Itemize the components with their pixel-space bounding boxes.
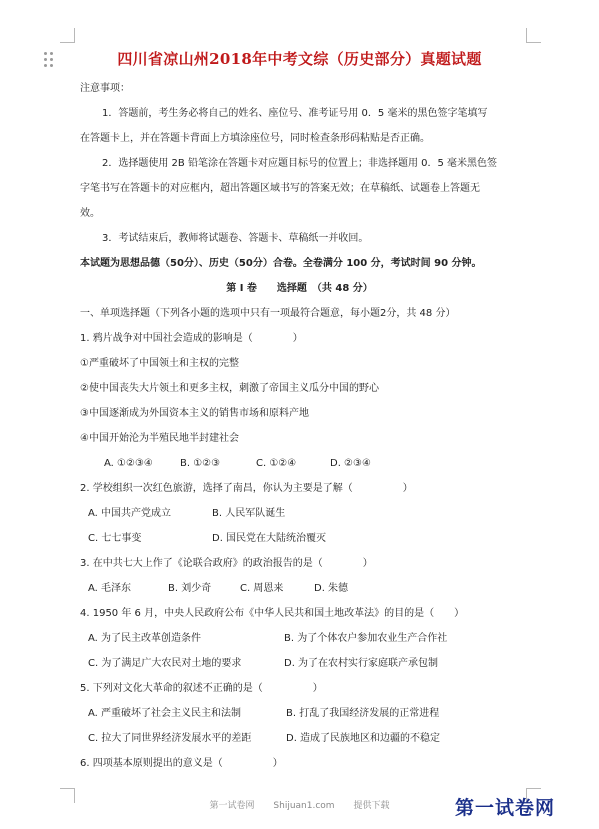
footer-site-name: 第一试卷网 (209, 801, 255, 811)
answer-option: B. 为了个体农户参加农业生产合作社 (284, 633, 448, 644)
answer-option: D. 国民党在大陆统治覆灭 (212, 533, 327, 544)
answer-option: A. 中国共产党成立 (88, 508, 172, 519)
footer-note: 提供下载 (353, 801, 390, 811)
section-heading: 第 I 卷 选择题 （共 48 分） (226, 283, 373, 294)
brand-watermark: 第一试卷网 (455, 797, 556, 819)
notice-line: 2．选择题使用 2B 铅笔涂在答题卡对应题目标号的位置上；非选择题用 0．5 毫米黑色签 (102, 158, 498, 169)
answer-option: C. 为了满足广大农民对土地的要求 (88, 658, 242, 669)
answer-option: A. 毛泽东 (88, 583, 132, 594)
question-stem: 6. 四项基本原则提出的意义是（ ） (80, 758, 283, 769)
answer-option: B. 打乱了我国经济发展的正常进程 (286, 708, 440, 719)
answer-option: A. 严重破坏了社会主义民主和法制 (88, 708, 242, 719)
answer-option: A. 为了民主改革创造条件 (88, 633, 202, 644)
question-stem: 1. 鸦片战争对中国社会造成的影响是（ ） (80, 333, 303, 344)
answer-option: C. 周恩来 (240, 583, 284, 594)
answer-option: D. 为了在农村实行家庭联产承包制 (284, 658, 439, 669)
question-statement: ②使中国丧失大片领土和更多主权，刺激了帝国主义瓜分中国的野心 (80, 383, 379, 394)
answer-option: C. 拉大了同世界经济发展水平的差距 (88, 733, 252, 744)
footer-site-url: Shijuan1.com (273, 801, 335, 811)
answer-option: B. 刘少奇 (168, 583, 212, 594)
answer-option: D. 造成了民族地区和边疆的不稳定 (286, 733, 441, 744)
question-stem: 3. 在中共七大上作了《论联合政府》的政治报告的是（ ） (80, 558, 373, 569)
answer-option: B. ①②③ (180, 458, 221, 469)
notice-heading: 注意事项： (80, 83, 130, 94)
question-stem: 4. 1950 年 6 月，中央人民政府公布《中华人民共和国土地改革法》的目的是（ ） (80, 608, 465, 619)
page-corner-mark (60, 28, 75, 43)
question-stem: 2. 学校组织一次红色旅游，选择了南昌，你认为主要是了解（ ） (80, 483, 413, 494)
answer-option: B. 人民军队诞生 (212, 508, 286, 519)
answer-option: D. 朱德 (314, 583, 349, 594)
page-corner-mark (526, 28, 541, 43)
page-title: 四川省凉山州2018年中考文综（历史部分）真题试题 (117, 50, 482, 68)
notice-line: 1．答题前，考生务必将自己的姓名、座位号、准考证号用 0．5 毫米的黑色签字笔填写 (102, 108, 488, 119)
notice-line: 3．考试结束后，教师将试题卷、答题卡、草稿纸一并收回。 (102, 233, 369, 244)
answer-option: A. ①②③④ (104, 458, 153, 469)
question-stem: 5. 下列对文化大革命的叙述不正确的是（ ） (80, 683, 323, 694)
question-statement: ①严重破坏了中国领土和主权的完整 (80, 358, 239, 369)
notice-line: 效。 (80, 208, 100, 219)
question-instruction: 一、单项选择题（下列各小题的选项中只有一项最符合题意，每小题2分，共 48 分） (80, 308, 456, 319)
answer-option: C. ①②④ (256, 458, 297, 469)
notice-line: 字笔书写在答题卡的对应框内，超出答题区域书写的答案无效；在草稿纸、试题卷上答题无 (80, 183, 480, 194)
exam-summary: 本试题为思想品德（50分）、历史（50分）合卷。全卷满分 100 分，考试时间 90 分钟。 (80, 258, 482, 269)
answer-option: C. 七七事变 (88, 533, 142, 544)
notice-line: 在答题卡上，并在答题卡背面上方填涂座位号，同时检查条形码粘贴是否正确。 (80, 133, 430, 144)
question-statement: ④中国开始沦为半殖民地半封建社会 (80, 433, 239, 444)
question-statement: ③中国逐渐成为外国资本主义的销售市场和原料产地 (80, 408, 309, 419)
answer-option: D. ②③④ (330, 458, 371, 469)
